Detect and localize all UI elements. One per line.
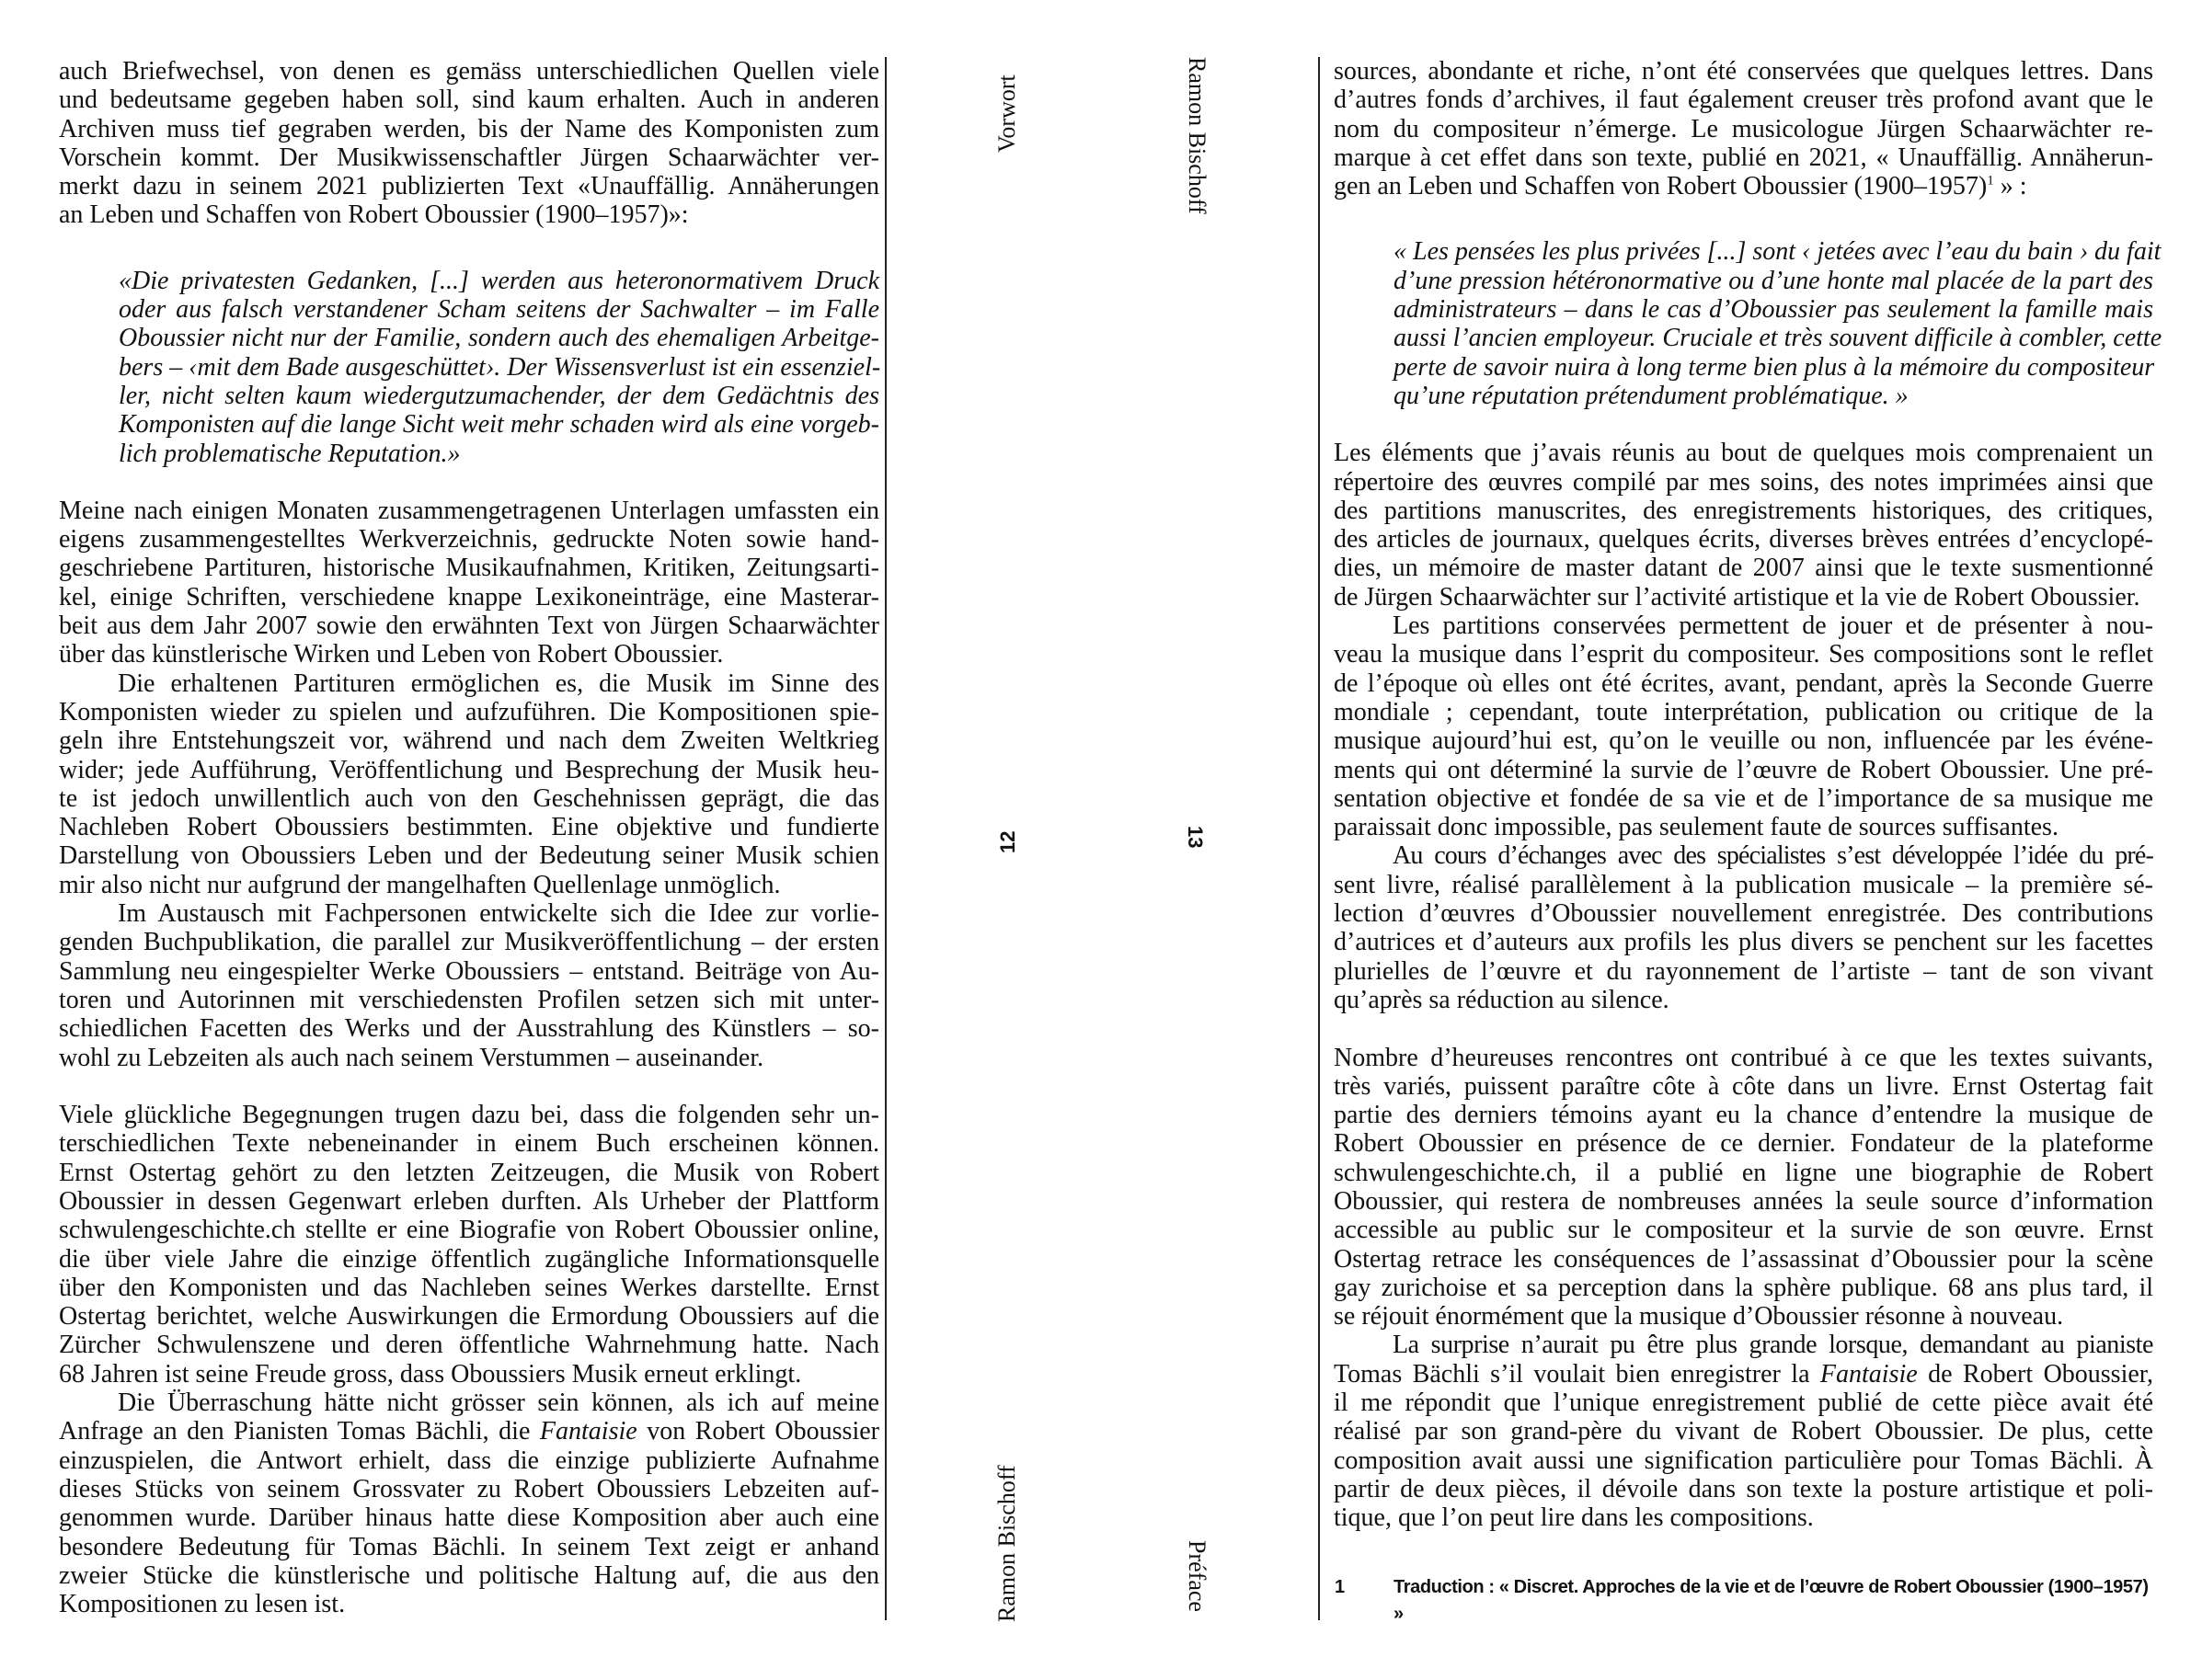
text-line: des articles de journaux, quelques écrits, diverses brèves entrées d’encyclopé-	[1334, 525, 2153, 554]
text-line: sent livre, réalisé parallèlement à la publication musicale – la première sé-	[1334, 870, 2153, 899]
footnote-number: 1	[1335, 1577, 1345, 1597]
text-line: veau la musique dans l’esprit du compositeur. Ses compositions sont le reflet	[1334, 640, 2153, 669]
paragraph	[1334, 1331, 2153, 1532]
text-line: besondere Bedeutung für Tomas Bächli. In seinem Text zeigt er anhand	[59, 1532, 879, 1561]
right-page-rule	[1318, 57, 1320, 1620]
text-line: 68 Jahren ist seine Freude gross, dass Oboussiers Musik erneut erklingt.	[59, 1359, 802, 1389]
text-line: lection d’œuvres d’Oboussier nouvellement enregistrée. Des contributions	[1334, 899, 2153, 929]
text-line: an Leben und Schaffen von Robert Oboussier (1900–1957)»:	[59, 200, 689, 230]
text-line: sentation objective et fondée de sa vie et de l’importance de sa musique me	[1334, 783, 2153, 813]
text-line: Meine nach einigen Monaten zusammengetragenen Unterlagen umfassten ein	[59, 496, 879, 525]
text-line: Komponisten auf die lange Sicht weit mehr schaden wird als eine vorgeb-	[119, 410, 879, 440]
text-line: très variés, puissent paraître côte à côte dans un livre. Ernst Ostertag fait	[1334, 1071, 2153, 1101]
text-line: wohl zu Lebzeiten als auch nach seinem Verstummen – auseinander.	[59, 1043, 764, 1072]
paragraph	[59, 669, 879, 899]
text-line: schiedlichen Facetten des Werks und der Ausstrahlung des Künstlers – so-	[59, 1014, 879, 1044]
italic-title: Fantaisie	[539, 1417, 637, 1446]
left-running-head-section: Vorwort	[993, 74, 1020, 153]
text-line: nom du compositeur n’émerge. Le musicologue Jürgen Schaarwächter re-	[1334, 114, 2153, 143]
text-line: musique aujourd’hui est, qu’on le veuille ou non, influencée par les événe-	[1334, 726, 2153, 756]
text-line: de Jürgen Schaarwächter sur l’activité artistique et la vie de Robert Oboussier.	[1334, 582, 2140, 611]
text-line: qu’une réputation prétendument problématique. »	[1393, 381, 1909, 410]
text-line: composition avait aussi une signification particulière pour Tomas Bächli. À	[1334, 1446, 2153, 1475]
paragraph	[1334, 1044, 2153, 1331]
text-line: de l’époque où elles ont été écrites, avant, pendant, après la Seconde Guerre	[1334, 669, 2153, 698]
text-line: Die erhaltenen Partituren ermöglichen es, die Musik im Sinne des	[118, 669, 879, 698]
paragraph	[1334, 611, 2153, 841]
text-line: plurielles de l’œuvre et du rayonnement de l’artiste – tant de son vivant	[1334, 956, 2153, 986]
text-line: qu’après sa réduction au silence.	[1334, 985, 1669, 1014]
left-page-number: 12	[996, 830, 1019, 853]
text-line: wider; jede Aufführung, Veröffentlichung und Besprechung der Musik heu-	[59, 755, 879, 784]
text-line: auch Briefwechsel, von denen es gemäss unterschiedlichen Quellen viele	[59, 57, 879, 86]
text-line: Kompositionen zu lesen ist.	[59, 1590, 346, 1619]
block-quote	[59, 267, 879, 468]
text-line: ler, nicht selten kaum wiedergutzumachender, der dem Gedächtnis des	[119, 381, 879, 410]
text-line: kel, einige Schriften, verschiedene knappe Lexikoneinträge, eine Masterar-	[59, 582, 879, 611]
text-line: geschriebene Partituren, historische Musikaufnahmen, Kritiken, Zeitungsarti-	[59, 554, 879, 583]
text-line: über das künstlerische Wirken und Leben von Robert Oboussier.	[59, 640, 724, 669]
text-line: te ist jedoch unwillentlich auch von den Geschehnissen geprägt, die das	[59, 783, 879, 813]
text-line: und bedeutsame gegeben haben soll, sind kaum erhalten. Auch in anderen	[59, 86, 879, 115]
text-line: Ernst Ostertag gehört zu den letzten Zeitzeugen, die Musik von Robert	[59, 1158, 879, 1187]
text-line: Oboussier nicht nur der Familie, sondern auch des ehemaligen Arbeitge-	[119, 324, 879, 353]
text-line: Komponisten wieder zu spielen und aufzuführen. Die Kompositionen spie-	[59, 697, 879, 726]
text-line: zweier Stücke die künstlerische und politische Haltung auf, die aus den	[59, 1560, 879, 1590]
text-line: Robert Oboussier en présence de ce dernier. Fondateur de la plateforme	[1334, 1129, 2153, 1159]
text-line: paraissait donc impossible, pas seulement faute de sources suffisantes.	[1334, 813, 2059, 842]
text-line: toren und Autorinnen mit verschiedensten Profilen setzen sich mit unter-	[59, 985, 879, 1014]
italic-title: Fantaisie	[1819, 1359, 1918, 1389]
text-line: Archiven muss tief gegraben werden, bis der Name des Komponisten zum	[59, 114, 879, 143]
text-line: dies, un mémoire de master datant de 2007 ainsi que le texte susmentionné	[1334, 554, 2153, 583]
text-line: Nombre d’heureuses rencontres ont contribué à ce que les textes suivants,	[1334, 1043, 2153, 1072]
right-page-number: 13	[1184, 826, 1207, 849]
text-line: Ostertag berichtet, welche Auswirkungen die Ermordung Oboussiers auf die	[59, 1302, 879, 1331]
text-line: des partitions manuscrites, des enregistrements historiques, des critiques,	[1334, 496, 2153, 525]
paragraph	[1334, 841, 2153, 1014]
text-line: terschiedlichen Texte nebeneinander in einem Buch erscheinen können.	[59, 1129, 879, 1159]
text-line: gen an Leben und Schaffen von Robert Oboussier (1900–1957)$^1$ » :	[1334, 172, 2027, 201]
text-line: Les éléments que j’avais réunis au bout de quelques mois comprenaient un	[1334, 439, 2153, 468]
text-line: die über viele Jahre die einzige öffentlich zugängliche Informationsquelle	[59, 1244, 879, 1274]
footnote	[1335, 1574, 2162, 1628]
text-line: Au cours d’échanges avec des spécialistes s’est développée l’idée du pré-	[1393, 841, 2153, 871]
text-line: Die Überraschung hätte nicht grösser sein können, als ich auf meine	[118, 1389, 879, 1418]
text-line: La surprise n’aurait pu être plus grande lorsque, demandant au pianiste	[1393, 1331, 2153, 1360]
paragraph	[59, 1101, 879, 1389]
paragraph	[1334, 439, 2153, 611]
text-line: Les partitions conservées permettent de jouer et de présenter à nou-	[1393, 611, 2153, 641]
text-line: sources, abondante et riche, n’ont été conservées que quelques lettres. Dans	[1334, 57, 2153, 86]
text-line: administrateurs – dans le cas d’Oboussier pas seulement la famille mais	[1393, 295, 2153, 325]
footnote-reference: 1	[1987, 173, 1994, 189]
text-line: « Les pensées les plus privées [...] sont ‹ jetées avec l’eau du bain › du fait	[1393, 237, 2162, 267]
text-line: Im Austausch mit Fachpersonen entwickelte sich die Idee zur vorlie-	[118, 899, 879, 929]
text-line: réalisé par son grand-père du vivant de Robert Oboussier. De plus, cette	[1334, 1417, 2153, 1446]
text-line: répertoire des œuvres compilé par mes soins, des notes imprimées ainsi que	[1334, 467, 2153, 497]
left-running-head-author: Ramon Bischoff	[993, 1465, 1020, 1622]
text-line: schwulengeschichte.ch stellte er eine Biografie von Robert Oboussier online,	[59, 1216, 879, 1245]
text-line: Vorschein kommt. Der Musikwissenschaftler Jürgen Schaarwächter ver-	[59, 143, 879, 172]
text-line: einzuspielen, die Antwort erhielt, dass die einzige publizierte Aufnahme	[59, 1446, 879, 1475]
paragraph	[59, 1389, 879, 1618]
text-line: Sammlung neu eingespielter Werke Oboussiers – entstand. Beiträge von Au-	[59, 956, 879, 986]
right-running-head-section: Préface	[1184, 1540, 1210, 1612]
text-line: genommen wurde. Darüber hinaus hatte diese Komposition aber auch eine	[59, 1503, 879, 1533]
text-line: Darstellung von Oboussiers Leben und der Bedeutung seiner Musik schien	[59, 841, 879, 871]
text-line: d’une pression hétéronormative ou d’une honte mal placée de la part des	[1393, 266, 2153, 295]
paragraph	[1334, 57, 2153, 200]
left-page-rule	[885, 57, 887, 1620]
paragraph	[59, 57, 879, 230]
text-line: «Die privatesten Gedanken, [...] werden aus heteronormativem Druck	[119, 266, 879, 295]
text-line: Nachleben Robert Oboussiers bestimmten. Eine objektive und fundierte	[59, 813, 879, 842]
right-running-head-author: Ramon Bischoff	[1184, 57, 1210, 214]
block-quote	[1334, 237, 2162, 410]
text-line: il me répondit que l’unique enregistrement publié de cette pièce avait été	[1334, 1389, 2153, 1418]
text-line: bers – ‹mit dem Bade ausgeschüttet›. Der Wissensverlust ist ein essenziel-	[119, 352, 881, 382]
text-line: gay zurichoise et sa perception dans la sphère publique. 68 ans plus tard, il	[1334, 1273, 2153, 1302]
text-line: eigens zusammengestelltes Werkverzeichnis, gedruckte Noten sowie hand-	[59, 525, 879, 554]
text-line: schwulengeschichte.ch, il a publié en ligne une biographie de Robert	[1334, 1158, 2153, 1187]
text-line: Ostertag retrace les conséquences de l’assassinat d’Oboussier pour la scène	[1334, 1244, 2153, 1274]
text-line: mir also nicht nur aufgrund der mangelhaften Quellenlage unmöglich.	[59, 870, 781, 899]
text-line: perte de savoir nuira à long terme bien plus à la mémoire du compositeur	[1393, 352, 2155, 382]
text-line: mondiale ; cependant, toute interprétation, publication ou critique de la	[1334, 697, 2153, 726]
text-line: genden Buchpublikation, die parallel zur Musikveröffentlichung – der ersten	[59, 928, 879, 957]
text-line: lich problematische Reputation.»	[119, 439, 461, 468]
text-line: Anfrage an den Pianisten Tomas Bächli, die Fantaisie von Robert Oboussier	[59, 1417, 879, 1446]
paragraph	[59, 497, 879, 669]
text-line: Zürcher Schwulenszene und deren öffentliche Wahrnehmung hatte. Nach	[59, 1331, 879, 1360]
text-line: partie des derniers témoins ayant eu la chance d’entendre la musique de	[1334, 1101, 2153, 1130]
text-line: ments qui ont déterminé la survie de l’œuvre de Robert Oboussier. Une pré-	[1334, 755, 2153, 784]
text-line: d’autres fonds d’archives, il faut également creuser très profond avant que le	[1334, 86, 2153, 115]
paragraph	[59, 899, 879, 1072]
text-line: Viele glückliche Begegnungen trugen dazu bei, dass die folgenden sehr un-	[59, 1101, 879, 1130]
text-line: oder aus falsch verstandener Scham seitens der Sachwalter – im Falle	[119, 295, 879, 325]
right-page-body	[1334, 57, 2162, 1533]
text-line: über den Komponisten und das Nachleben seines Werkes darstellte. Ernst	[59, 1273, 879, 1302]
text-line: accessible au public sur le compositeur et la survie de son œuvre. Ernst	[1334, 1216, 2153, 1245]
text-line: Tomas Bächli s’il voulait bien enregistrer la Fantaisie de Robert Oboussier,	[1334, 1359, 2153, 1389]
text-line: se réjouit énormément que la musique d’Oboussier résonne à nouveau.	[1334, 1302, 2064, 1331]
text-line: tique, que l’on peut lire dans les compositions.	[1334, 1503, 1814, 1533]
text-line: geln ihre Entstehungszeit vor, während und nach dem Zweiten Weltkrieg	[59, 726, 879, 756]
text-line: partir de deux pièces, il dévoile dans son texte la posture artistique et poli-	[1334, 1474, 2153, 1503]
text-line: merkt dazu in seinem 2021 publizierten Text «Unauffällig. Annäherungen	[59, 172, 879, 201]
text-line: d’autrices et d’auteurs aux profils les plus divers se penchent sur les facettes	[1334, 928, 2153, 957]
footnote-text: Traduction : « Discret. Approches de la vie et de l’œuvre de Robert Oboussier (1900–1957) »	[1393, 1577, 2149, 1624]
text-line: marque à cet effet dans son texte, publié en 2021, « Unauffällig. Annäherun-	[1334, 143, 2153, 172]
text-line: aussi l’ancien employeur. Cruciale et très souvent difficile à combler, cette	[1393, 324, 2162, 353]
text-line: beit aus dem Jahr 2007 sowie den erwähnten Text von Jürgen Schaarwächter	[59, 611, 879, 641]
left-page-body	[59, 57, 879, 1618]
text-line: Oboussier in dessen Gegenwart erleben durften. Als Urheber der Plattform	[59, 1186, 879, 1216]
text-line: dieses Stücks von seinem Grossvater zu Robert Oboussiers Lebzeiten auf-	[59, 1474, 879, 1503]
text-line: Oboussier, qui restera de nombreuses années la seule source d’information	[1334, 1186, 2153, 1216]
